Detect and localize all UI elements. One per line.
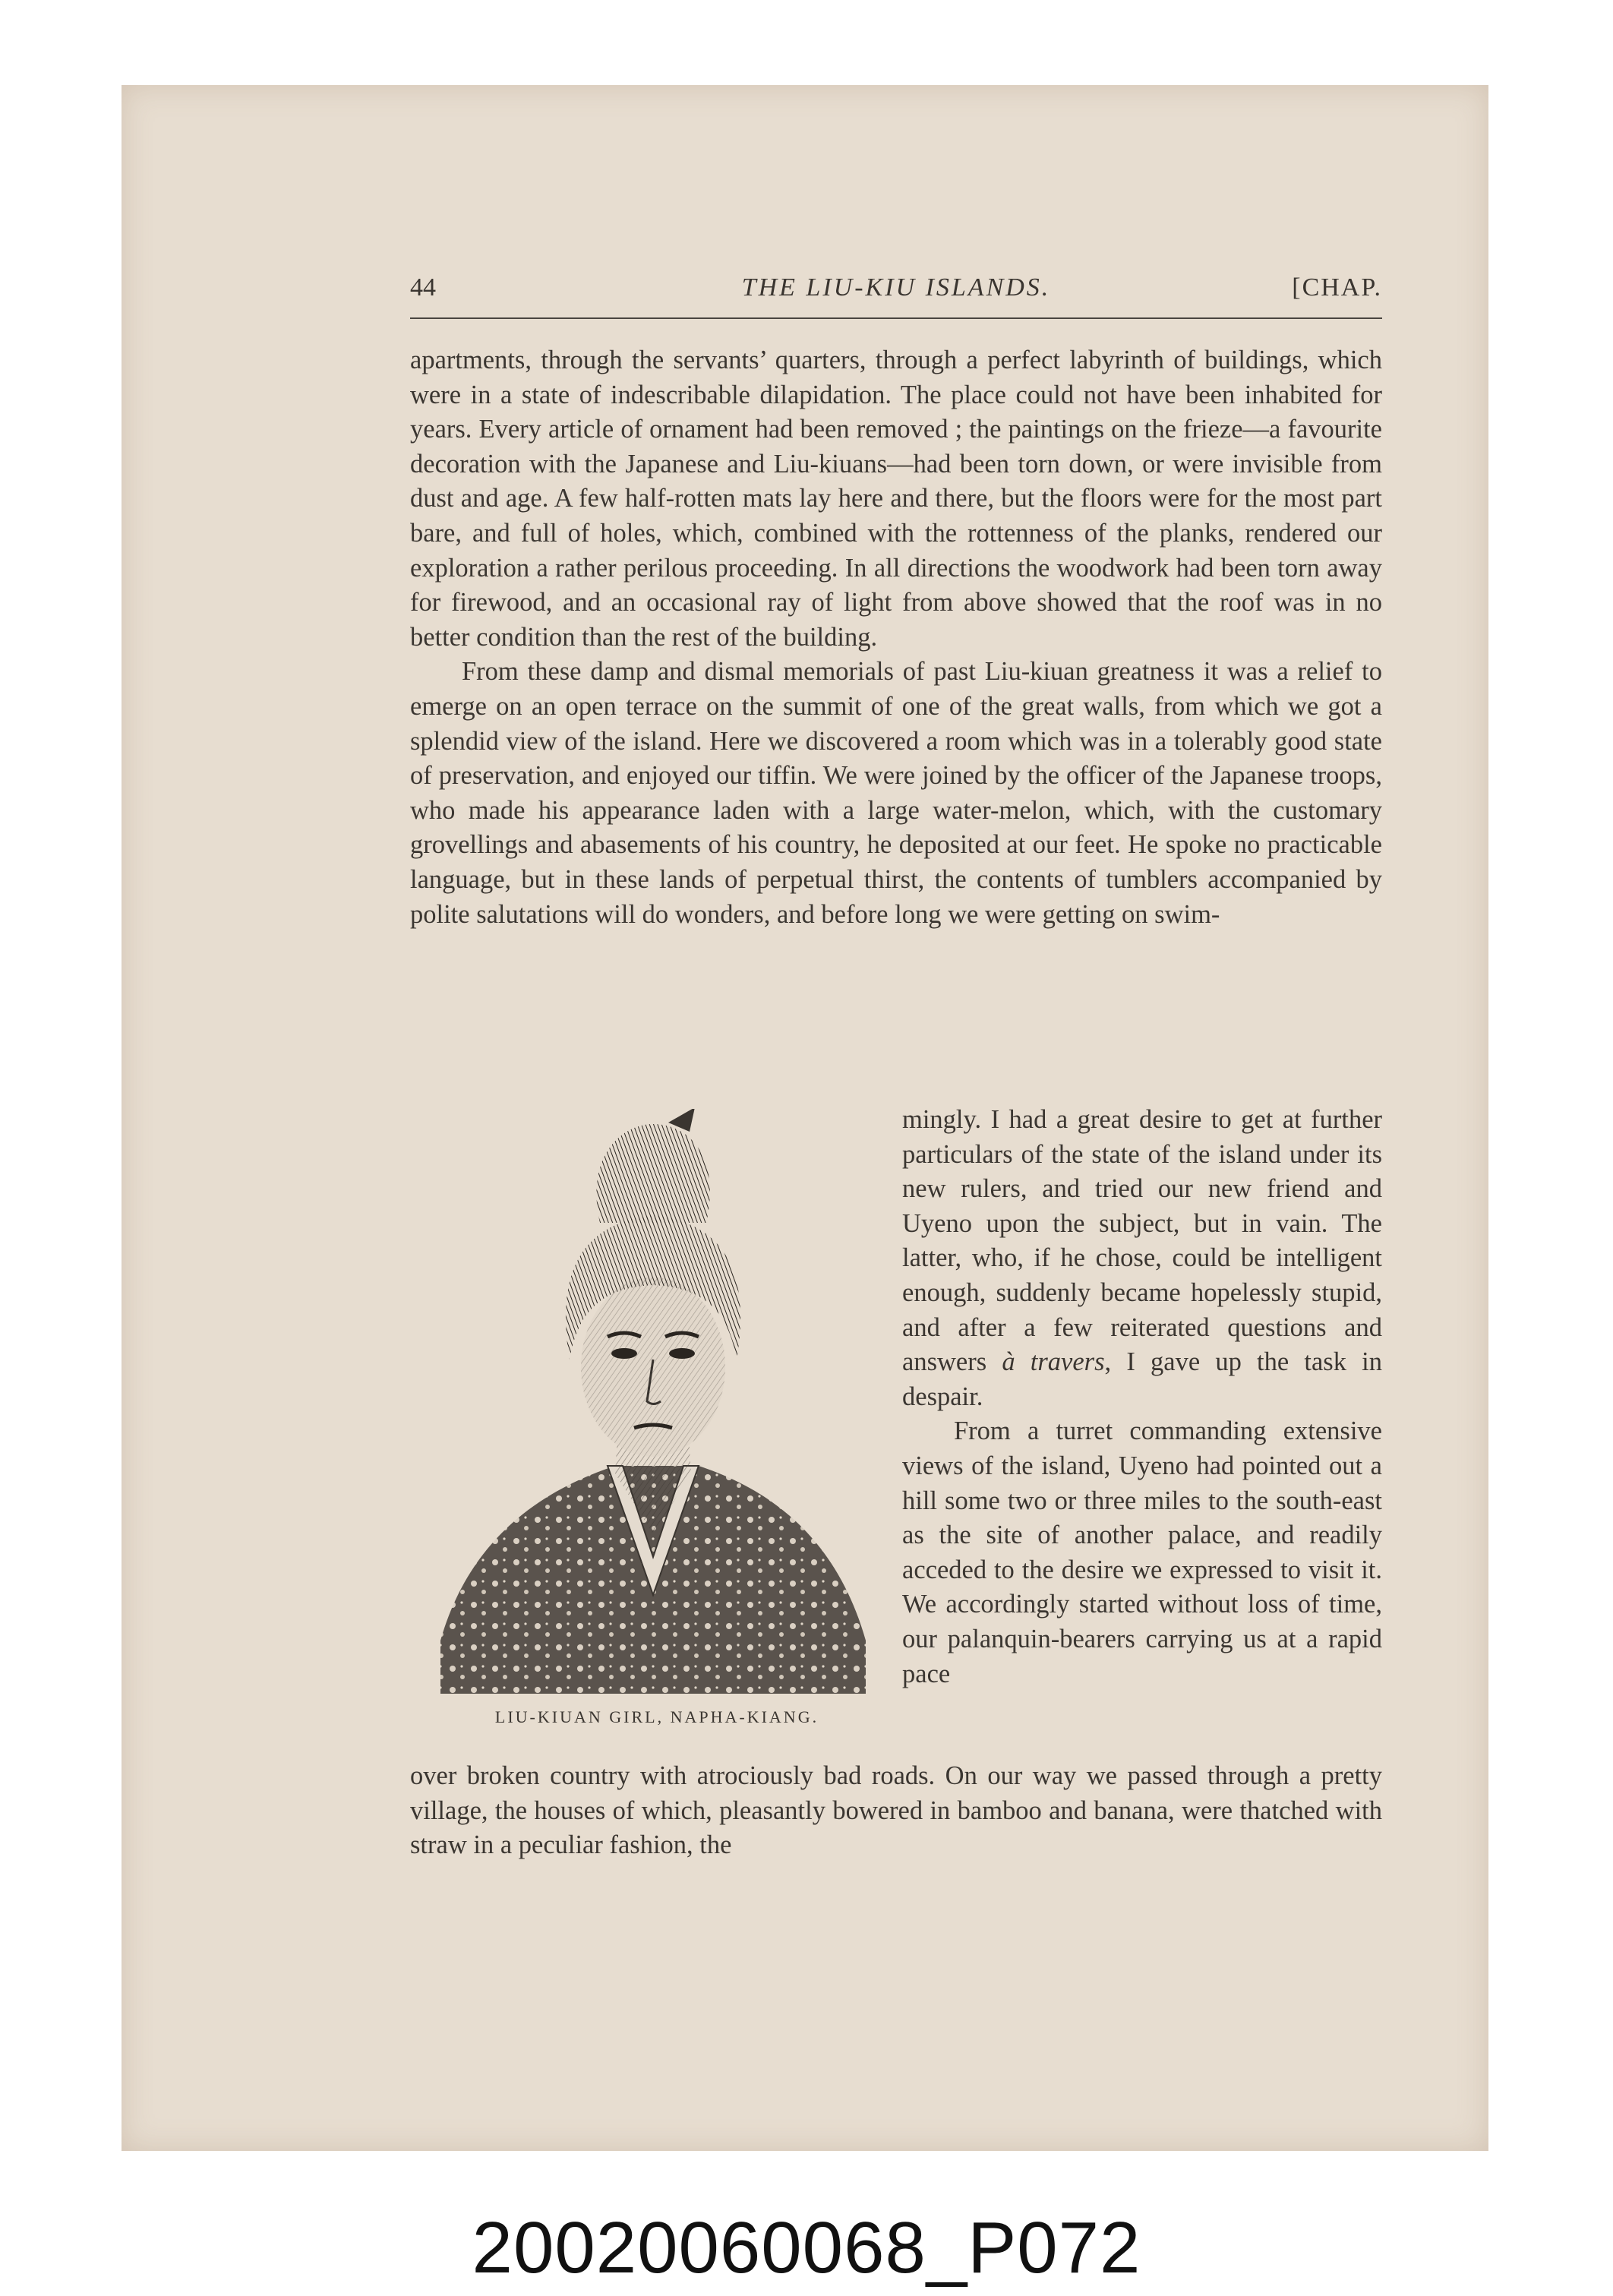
paragraph-2-end: , I gave up the task in despair. (902, 1347, 1382, 1411)
body-text-wrapped (902, 1103, 1382, 1691)
paragraph-2: From these damp and dismal memorials of past Liu-kiuan greatness it was a relief to emerge on an open terrace on the summit of one of the great walls, from which we got a splendid view of the island. Here we discovered a room which was in a tolerably good state of preservation, and enjoyed our tiffin. We were joined by the officer of the Japanese troops, who made his appearance laden with a large water-melon, which, with the customary grovellings and abasements of his country, he deposited at our feet. He spoke no practicable language, but in these lands of perpetual thirst, the contents of tumblers accompanied by polite salutations will do wonders, and before long we were getting on swim- (410, 657, 1382, 929)
italic-phrase: à travers (1002, 1347, 1105, 1377)
scan-identifier: 20020060068_P072 (472, 2207, 1141, 2288)
figure-caption: LIU-KIUAN GIRL, NAPHA-KIANG. (494, 1707, 819, 1726)
chapter-label: [CHAP. (1292, 273, 1382, 302)
body-text-top (410, 343, 1382, 932)
paragraph-3-continued: over broken country with atrociously bad roads. On our way we passed through a pretty village, the houses of which, pleasantly bowered in bamboo and banana, were thatched with straw in a peculiar fashion, the (410, 1761, 1382, 1860)
paragraph-2-continued (902, 1103, 1382, 1414)
body-text-bottom (410, 1759, 1382, 1863)
page-header (410, 273, 1382, 311)
page-number: 44 (410, 273, 436, 302)
paragraph-1: apartments, through the servants’ quarters, through a perfect labyrinth of buildings, which were in a state of indescribable dilapidation. The place could not have been inhabited for years. Every article of ornament had been removed ; the paintings on the frieze—a favourite decoration with the Japanese and Liu-kiuans—had been torn down, or were invisible from dust and age. A few half-rotten mats lay here and there, but the floors were for the most part bare, and full of holes, which, combined with the rottenness of the planks, rendered our exploration a rather perilous proceeding. In all directions the woodwork had been torn away for firewood, and an occasional ray of light from above showed that the roof was in no better condition than the rest of the building. (410, 346, 1382, 652)
paragraph-2-wrap-text: mingly. I had a great desire to get at further particulars of the state of the island under its new rulers, and tried our new friend and Uyeno upon the subject, but in vain. The latter, who, if he chose, could be intelligent enough, suddenly became hopelessly stupid, and after a few reiterated questions and answers (902, 1105, 1382, 1377)
portrait-engraving (425, 1109, 881, 1694)
header-rule (410, 317, 1382, 319)
paragraph-3-wrapped: From a turret commanding extensive views of the island, Uyeno had pointed out a hill some two or three miles to the south-east as the site of another palace, and readily acceded to the desire we expressed to visit it. We accordingly started without loss of time, our palanquin-bearers carrying us at a rapid pace (902, 1416, 1382, 1688)
running-title: THE LIU-KIU ISLANDS. (741, 273, 1051, 302)
